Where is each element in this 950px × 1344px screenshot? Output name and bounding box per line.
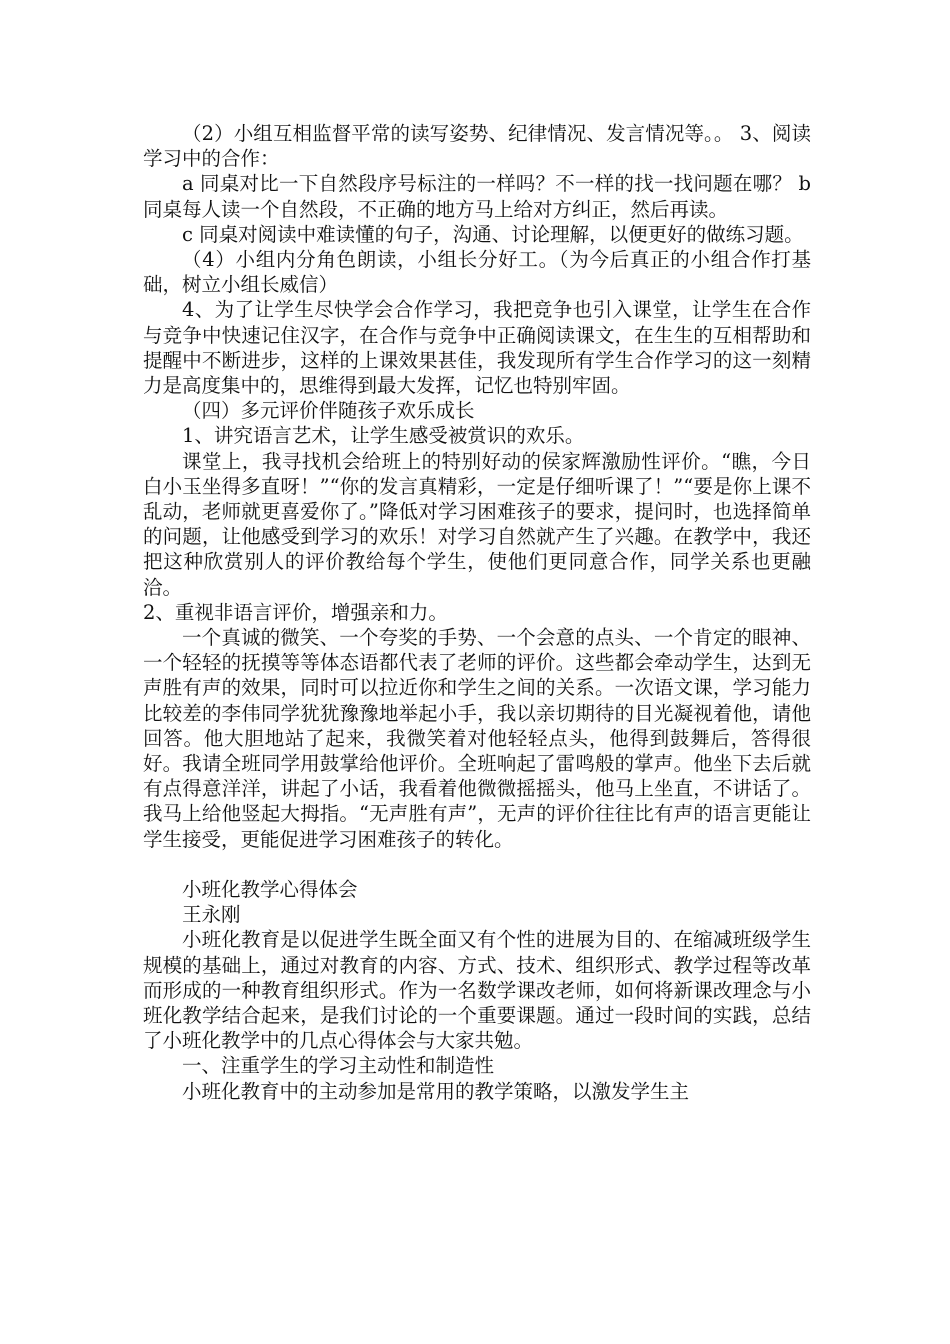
section-heading: （四）多元评价伴随孩子欢乐成长	[182, 399, 475, 423]
section-heading: 一、注重学生的学习主动性和制造性	[182, 1054, 495, 1078]
article-title: 小班化教学心得体会	[182, 877, 358, 901]
article	[143, 877, 811, 1104]
document-page	[143, 121, 811, 1104]
section-paragraphs	[143, 121, 811, 852]
paragraph: c 同桌对阅读中难读懂的句子，沟通、讨论理解，以便更好的做练习题。	[182, 222, 804, 246]
paragraph: （4）小组内分角色朗读，小组长分好工。（为今后真正的小组合作打基础，树立小组长威信）	[143, 248, 811, 297]
paragraph: 小班化教育中的主动参加是常用的教学策略，以激发学生主	[182, 1079, 690, 1103]
paragraph: a 同桌对比一下自然段序号标注的一样吗？不一样的找一找问题在哪？ b 同桌每人读一个自然段，不正确的地方马上给对方纠正，然后再读。	[143, 172, 811, 221]
subheading: 1、讲究语言艺术，让学生感受被赏识的欢乐。	[182, 424, 585, 448]
paragraph: 一个真诚的微笑、一个夸奖的手势、一个会意的点头、一个肯定的眼神、一个轻轻的抚摸等等体态语都代表了老师的评价。这些都会牵动学生，达到无声胜有声的效果，同时可以拉近你和学生之间的关系。一次语文课，学习能力比较差的李伟同学犹犹豫豫地举起小手，我以亲切期待的目光凝视着他，请他回答。他大胆地站了起来，我微笑着对他轻轻点头，他得到鼓舞后，答得很好。我请全班同学用鼓掌给他评价。全班响起了雷鸣般的掌声。他坐下去后就有点得意洋洋，讲起了小话，我看着他微微摇摇头，他马上坐直，不讲话了。我马上给他竖起大拇指。“无声胜有声”，无声的评价往往比有声的语言更能让学生接受，更能促进学习困难孩子的转化。	[143, 626, 811, 851]
paragraph: （2）小组互相监督平常的读写姿势、纪律情况、发言情况等。。 3、阅读学习中的合作：	[143, 122, 811, 171]
paragraph: 课堂上，我寻找机会给班上的特别好动的侯家辉激励性评价。“瞧，今日白小玉坐得多直呀！”“你的发言真精彩，一定是仔细听课了！”“要是你上课不乱动，老师就更喜爱你了。”降低对学习困难孩子的要求，提问时，也选择简单的问题，让他感受到学习的欢乐！对学习自然就产生了兴趣。在教学中，我还把这种欣赏别人的评价教给每个学生，使他们更同意合作，同学关系也更融洽。	[143, 449, 811, 599]
subheading: 2、重视非语言评价，增强亲和力。	[143, 600, 448, 624]
paragraph: 小班化教育是以促进学生既全面又有个性的进展为目的、在缩减班级学生规模的基础上，通过对教育的内容、方式、技术、组织形式、教学过程等改革而形成的一种教育组织形式。作为一名数学课改老师，如何将新课改理念与小班化教学结合起来，是我们讨论的一个重要课题。通过一段时间的实践，总结了小班化教学中的几点心得体会与大家共勉。	[143, 928, 811, 1053]
paragraph: 4、为了让学生尽快学会合作学习，我把竞争也引入课堂，让学生在合作与竞争中快速记住汉字，在合作与竞争中正确阅读课文，在生生的互相帮助和提醒中不断进步，这样的上课效果甚佳，我发现所有学生合作学习的这一刻精力是高度集中的，思维得到最大发挥，记忆也特别牢固。	[143, 298, 811, 398]
article-author: 王永刚	[182, 903, 241, 927]
